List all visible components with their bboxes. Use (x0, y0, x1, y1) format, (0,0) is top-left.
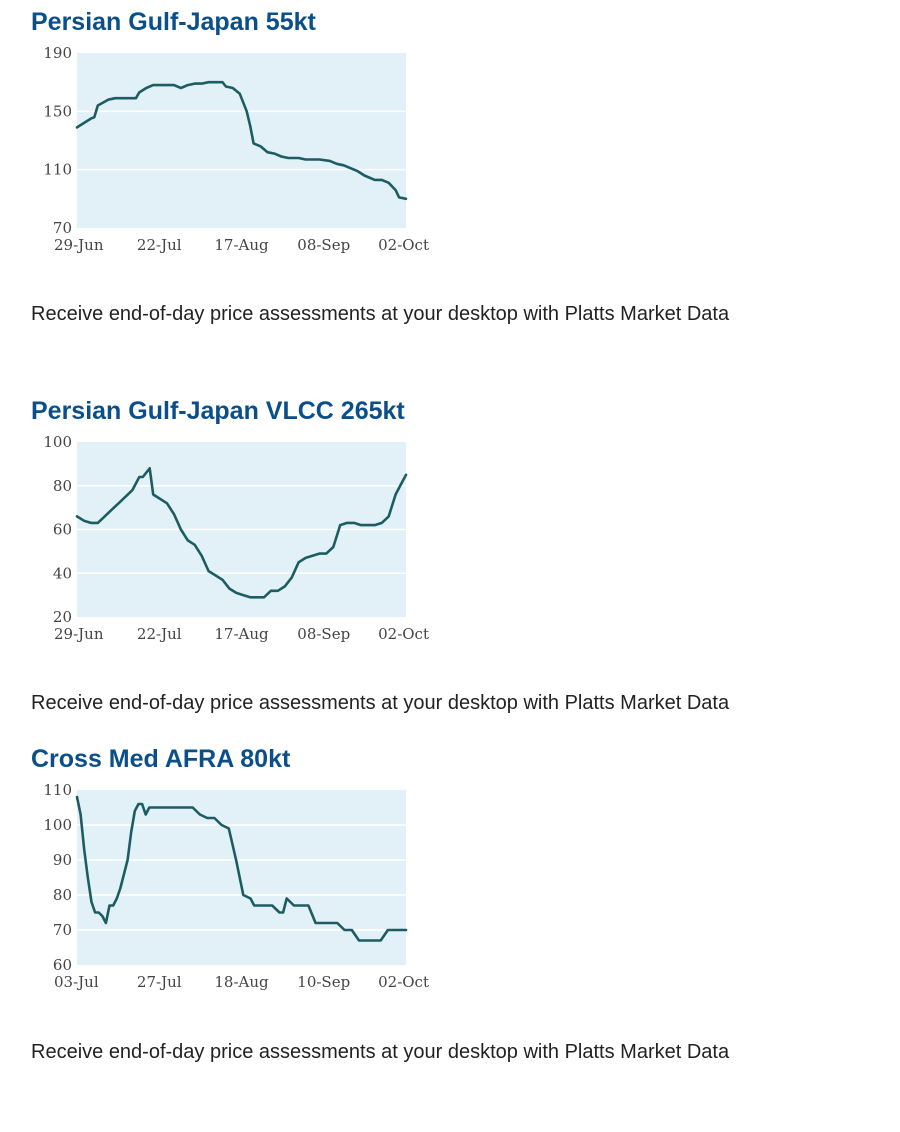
x-tick-label: 02-Oct (378, 625, 429, 643)
platts-promo-text: Receive end-of-day price assessments at your desktop with Platts Market Data (31, 692, 730, 714)
chart-title: Persian Gulf-Japan 55kt (31, 8, 316, 36)
y-tick-label: 60 (52, 520, 72, 539)
y-tick-label: 80 (52, 476, 72, 495)
y-tick-label: 40 (52, 564, 72, 583)
x-tick-label: 08-Sep (297, 236, 351, 254)
y-tick-label: 100 (43, 433, 72, 451)
chart-title: Persian Gulf-Japan VLCC 265kt (31, 397, 405, 425)
plot-area (77, 53, 406, 228)
x-tick-label: 29-Jun (54, 625, 104, 643)
chart-svg (30, 44, 440, 259)
x-tick-label: 03-Jul (54, 973, 99, 991)
y-tick-label: 100 (43, 816, 72, 834)
x-tick-label: 02-Oct (378, 236, 429, 254)
y-tick-label: 150 (43, 102, 72, 121)
x-tick-label: 22-Jul (136, 236, 182, 254)
y-tick-label: 70 (52, 921, 72, 939)
y-tick-label: 110 (43, 160, 72, 179)
platts-promo-text: Receive end-of-day price assessments at your desktop with Platts Market Data (31, 303, 730, 325)
y-tick-label: 190 (43, 44, 72, 62)
y-tick-label: 70 (52, 219, 72, 237)
y-tick-label: 60 (52, 956, 72, 974)
y-tick-label: 110 (43, 781, 72, 799)
x-tick-label: 27-Jul (136, 973, 182, 991)
x-tick-label: 17-Aug (214, 236, 269, 254)
x-tick-label: 10-Sep (297, 973, 351, 991)
x-tick-label: 08-Sep (297, 625, 351, 643)
y-tick-label: 20 (52, 608, 72, 626)
x-tick-label: 17-Aug (214, 625, 269, 643)
y-tick-label: 80 (52, 886, 72, 904)
chart-svg (30, 433, 440, 648)
line-chart (30, 781, 440, 996)
x-tick-label: 22-Jul (136, 625, 182, 643)
x-tick-label: 18-Aug (214, 973, 269, 991)
platts-promo-text: Receive end-of-day price assessments at your desktop with Platts Market Data (31, 1041, 730, 1063)
chart-svg (30, 781, 440, 996)
chart-title: Cross Med AFRA 80kt (31, 745, 291, 773)
x-tick-label: 02-Oct (378, 973, 429, 991)
x-tick-label: 29-Jun (54, 236, 104, 254)
line-chart (30, 433, 440, 648)
y-tick-label: 90 (52, 851, 72, 869)
line-chart (30, 44, 440, 259)
